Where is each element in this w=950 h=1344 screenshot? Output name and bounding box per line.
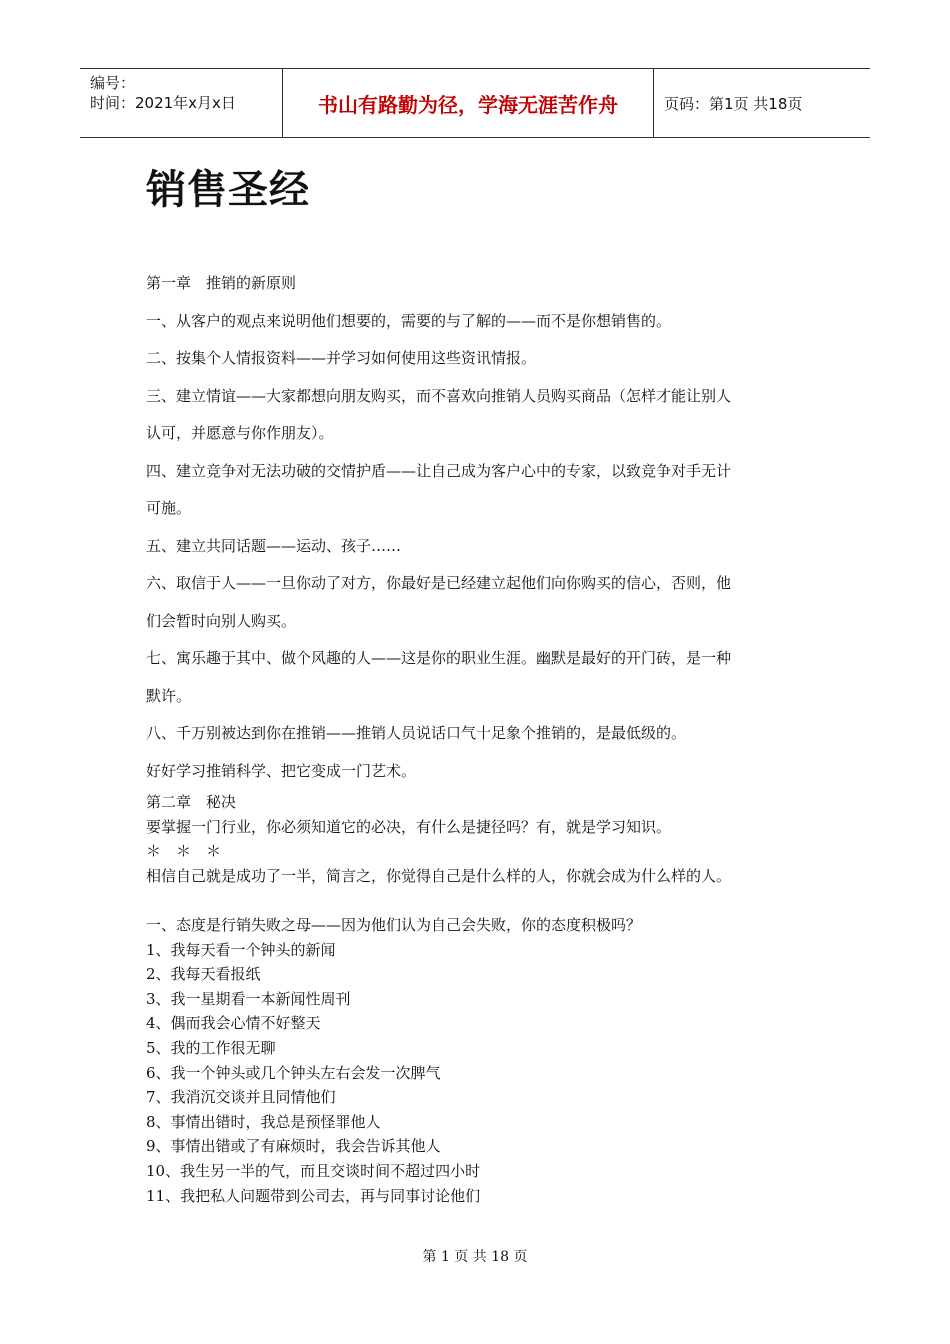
paragraph-line: 们会暂时向别人购买。 [146,611,297,630]
blank-line [146,888,806,913]
chapter-2-intro: 要掌握一门行业，你必须知道它的必决，有什么是捷径吗？有，就是学习知识。 [146,817,672,836]
list-item: 6、我一个钟头或几个钟头左右会发一次脾气 [146,1063,441,1082]
paragraph-line: 三、建立情谊——大家都想向朋友购买，而不喜欢向推销人员购买商品（怎样才能让别人 [146,386,732,405]
paragraph-line: 四、建立竞争对无法功破的交情护盾——让自己成为客户心中的专家，以致竞争对手无计 [146,461,732,480]
chapter-2-attitude: 一、态度是行销失败之母——因为他们认为自己会失败，你的态度积极吗？ [146,915,642,934]
list-item: 2、我每天看报纸 [146,965,261,984]
list-item: 10、我生另一半的气，而且交谈时间不超过四小时 [146,1161,481,1180]
paragraph-line: 六、取信于人——一旦你动了对方，你最好是已经建立起他们向你购买的信心，否则，他 [146,574,732,592]
list-item: 3、我一星期看一本新闻性周刊 [146,989,351,1008]
list-item: 1、我每天看一个钟头的新闻 [146,940,336,959]
stars-separator: ＊ ＊ ＊ [146,842,222,861]
list-item: 8、事情出错时，我总是预怪罪他人 [146,1112,381,1131]
header-page-info: 页码：第1页 共18页 [664,94,803,113]
header-meta [80,69,282,137]
chapter-2-heading: 第二章 秘决 [146,793,237,811]
chapter-1-heading: 第一章 推销的新原则 [146,274,297,292]
paragraph-line: 七、寓乐趣于其中、做个风趣的人——这是你的职业生涯。幽默是最好的开门砖，是一种 [146,649,732,667]
list-item: 5、我的工作很无聊 [146,1038,276,1057]
paragraph-line: 好好学习推销科学、把它变成一门艺术。 [146,761,417,780]
paragraph-line: 默许。 [146,686,192,705]
list-item: 7、我消沉交谈并且同情他们 [146,1088,336,1107]
list-item: 9、事情出错或了有麻烦时，我会告诉其他人 [146,1137,441,1156]
paragraph-line: 可施。 [146,499,192,517]
chapter-2 [146,790,806,1208]
header-time: 时间：2021年x月x日 [90,94,236,112]
chapter-1 [146,265,806,790]
paragraph-line: 一、从客户的观点来说明他们想要的，需要的与了解的——而不是你想销售的。 [146,311,672,330]
page-footer: 第 1 页 共 18 页 [422,1249,528,1265]
list-item: 11、我把私人问题带到公司去，再与同事讨论他们 [146,1186,481,1205]
header-motto: 书山有路勤为径，学海无涯苦作舟 [282,69,654,137]
paragraph-line: 五、建立共同话题——运动、孩子…… [146,536,402,555]
list-item: 4、偶而我会心情不好整天 [146,1014,321,1033]
paragraph-line: 八、千万别被达到你在推销——推销人员说话口气十足象个推销的，是最低级的。 [146,724,687,742]
paragraph-line: 二、按集个人情报资料——并学习如何使用这些资讯情报。 [146,349,537,367]
chapter-2-belief: 相信自己就是成功了一半，简言之，你觉得自己是什么样的人，你就会成为什么样的人。 [146,866,732,885]
document-title: 销售圣经 [146,167,310,213]
header-number: 编号： [90,74,136,92]
page-header [80,68,870,138]
paragraph-line: 认可，并愿意与你作朋友）。 [146,424,334,442]
